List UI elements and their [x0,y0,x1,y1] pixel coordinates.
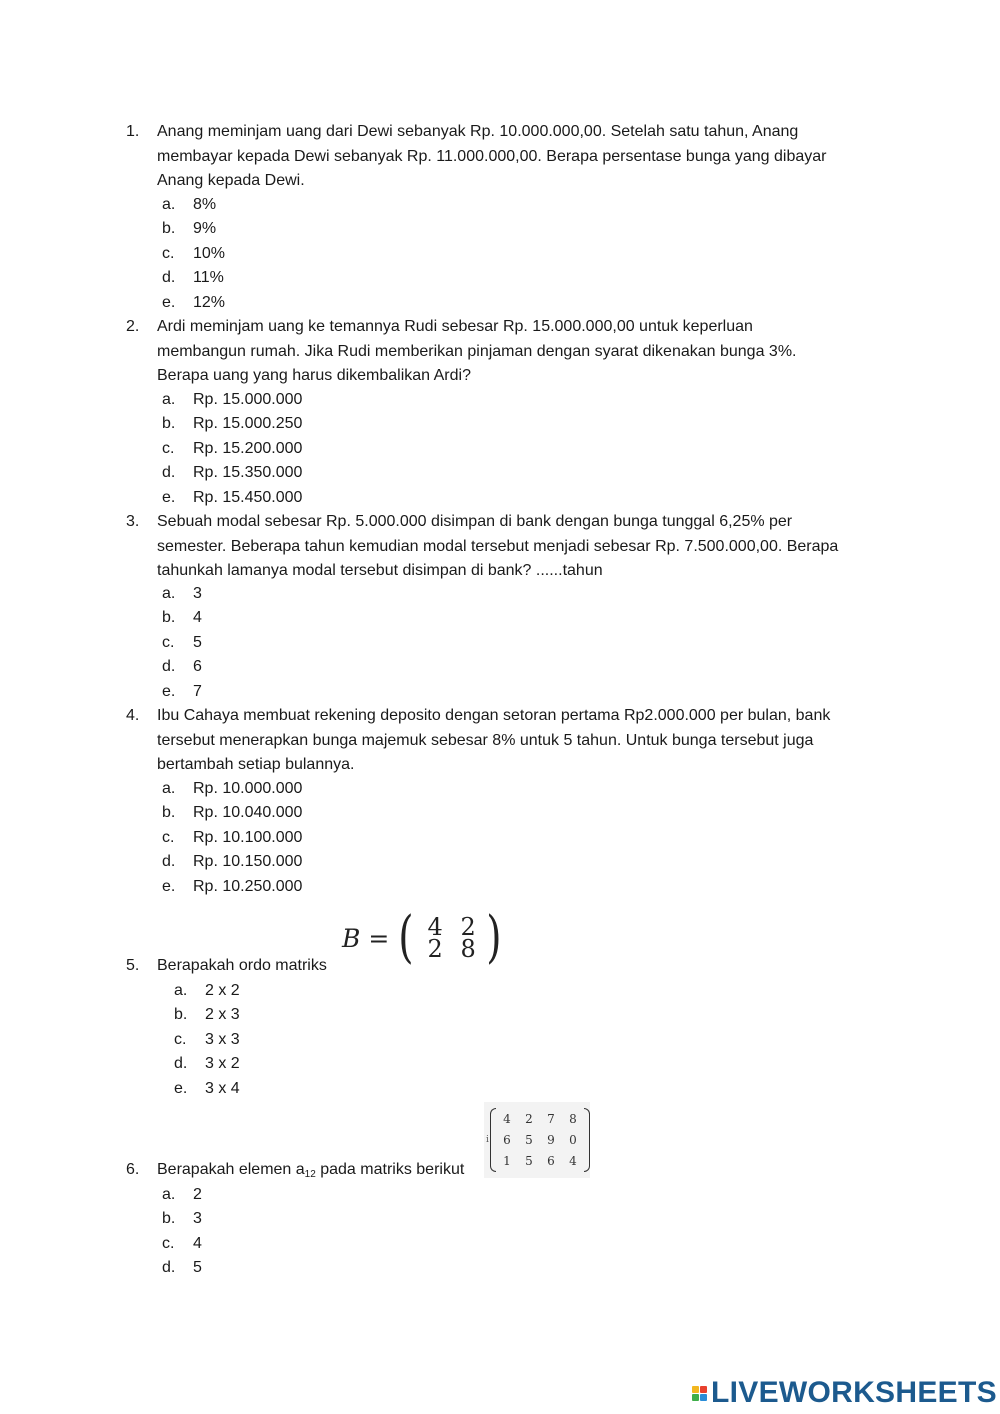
option-text: Rp. 10.100.000 [193,828,303,846]
option-text: 10% [193,244,226,262]
option-letter: b. [174,1006,188,1024]
matrix-cell: 4 [569,1153,577,1168]
matrix-cell: 7 [547,1111,555,1126]
right-bracket [584,1108,590,1172]
option-letter: b. [162,220,176,238]
matrix-q6 [484,1102,590,1178]
matrix-cell: 2 [525,1111,533,1126]
question-text-line: Anang kepada Dewi. [157,172,305,189]
question-text-line: bertambah setiap bulannya. [157,756,355,773]
option-letter: a. [162,1186,176,1203]
matrix-cell: 2 [427,935,443,963]
option-letter: e. [162,488,176,506]
option-letter: e. [162,682,176,700]
option-text: 12% [193,293,226,311]
matrix-cell: 6 [503,1132,511,1147]
matrix-cell: 5 [525,1132,533,1147]
option-text: 2 x 2 [205,982,240,999]
option-text: Rp. 15.450.000 [193,488,303,506]
matrix-cell: 1 [503,1153,511,1168]
option-letter: d. [162,658,176,676]
option-letter: b. [162,415,176,433]
right-paren: ) [486,905,502,970]
option-text: 3 [193,1210,202,1228]
option-text: Rp. 15.000.000 [193,391,303,408]
option-letter: a. [162,391,176,408]
option-text: 5 [193,633,202,651]
liveworksheets-logo [692,1376,997,1410]
option-text: 7 [193,682,202,700]
logo-mark-icon [692,1386,707,1401]
question-text-line: Ibu Cahaya membuat rekening deposito dengan setoran pertama Rp2.000.000 per bulan, bank [157,707,831,724]
question-text-line: membayar kepada Dewi sebanyak Rp. 11.000.000,00. Berapa persentase bunga yang dibayar [157,147,827,165]
question-text-line: Anang meminjam uang dari Dewi sebanyak Rp. 10.000.000,00. Setelah satu tahun, Anang [157,123,799,140]
option-letter: d. [162,464,176,482]
question-text-line: Sebuah modal sebesar Rp. 5.000.000 disimpan di bank dengan bunga tunggal 6,25% per [157,513,793,530]
option-text: 8% [193,196,217,213]
question-number: 2. [126,318,140,335]
matrix-cell: 8 [569,1111,577,1126]
matrix-prefix: i [486,1135,489,1145]
question-text-line: Berapa uang yang harus dikembalikan Ardi? [157,367,471,384]
question-text: Berapakah elemen a [157,1161,305,1178]
option-letter: e. [162,293,176,311]
matrix-cell: 0 [569,1132,577,1147]
matrix-cell: 6 [547,1153,555,1168]
question-number: 3. [126,513,140,530]
option-text: 2 [193,1186,202,1203]
question-text-line: semester. Beberapa tahun kemudian modal tersebut menjadi sebesar Rp. 7.500.000,00. Berapa [157,537,839,555]
question-number: 6. [126,1161,140,1178]
equals-sign: = [368,923,390,953]
question-text-line: tahunkah lamanya modal tersebut disimpan di bank? ......tahun [157,562,603,579]
option-letter: a. [162,780,176,797]
question-number: 1. [126,123,140,140]
option-text: Rp. 15.000.250 [193,415,303,433]
matrix-cell: 5 [525,1153,533,1168]
option-text: 9% [193,220,217,238]
logo-mark-tile [700,1394,707,1401]
option-letter: c. [162,1234,175,1252]
option-letter: d. [162,1259,176,1277]
question-text-line: Berapakah ordo matriks [157,957,327,974]
matrix-cell: 2 [460,913,476,941]
matrix-cell: 4 [503,1111,511,1126]
left-paren: ( [398,905,414,970]
matrix-cell: 8 [460,935,476,963]
question-number: 5. [126,957,140,974]
option-letter: a. [162,196,176,213]
option-text: 6 [193,658,202,676]
matrix-variable: B [342,923,361,953]
option-letter: c. [162,828,175,846]
option-letter: c. [174,1030,187,1048]
option-letter: d. [174,1055,188,1073]
option-text: Rp. 10.040.000 [193,804,303,822]
logo-mark-tile [692,1394,699,1401]
question-text-line: membangun rumah. Jika Rudi memberikan pinjaman dengan syarat dikenakan bunga 3%. [157,342,797,360]
option-letter: e. [162,877,176,895]
option-letter: a. [162,585,176,602]
option-text: 4 [193,1234,202,1252]
question-text: pada matriks berikut [315,1161,465,1178]
question-text-line: tersebut menerapkan bunga majemuk sebesar 8% untuk 5 tahun. Untuk bunga tersebut juga [157,731,814,749]
option-letter: a. [174,982,188,999]
option-letter: b. [162,804,176,822]
question-number: 4. [126,707,140,724]
question-text-line: Ardi meminjam uang ke temannya Rudi sebesar Rp. 15.000.000,00 untuk keperluan [157,318,753,335]
matrix-cell: 9 [547,1132,555,1147]
option-text: 4 [193,609,202,627]
option-text: 3 [193,585,202,602]
logo-text: LIVEWORKSHEETS [711,1376,997,1409]
option-letter: d. [162,269,176,287]
option-text: Rp. 15.350.000 [193,464,303,482]
option-text: 5 [193,1259,202,1277]
logo-mark-tile [700,1386,707,1393]
option-text: Rp. 10.250.000 [193,877,303,895]
logo-mark-tile [692,1386,699,1393]
option-text: 2 x 3 [205,1006,240,1024]
option-text: 11% [193,269,224,287]
option-letter: c. [162,633,175,651]
option-letter: b. [162,1210,176,1228]
option-text: 3 x 3 [205,1030,240,1048]
question-subscript: 12 [304,1169,316,1180]
option-text: Rp. 10.000.000 [193,780,303,797]
option-letter: b. [162,609,176,627]
option-letter: e. [174,1079,188,1097]
option-letter: c. [162,244,175,262]
option-text: 3 x 4 [205,1079,240,1097]
option-text: Rp. 15.200.000 [193,439,303,457]
option-letter: c. [162,439,175,457]
option-letter: d. [162,853,176,871]
matrix-cell: 4 [427,913,443,941]
option-text: Rp. 10.150.000 [193,853,303,871]
option-text: 3 x 2 [205,1055,240,1073]
